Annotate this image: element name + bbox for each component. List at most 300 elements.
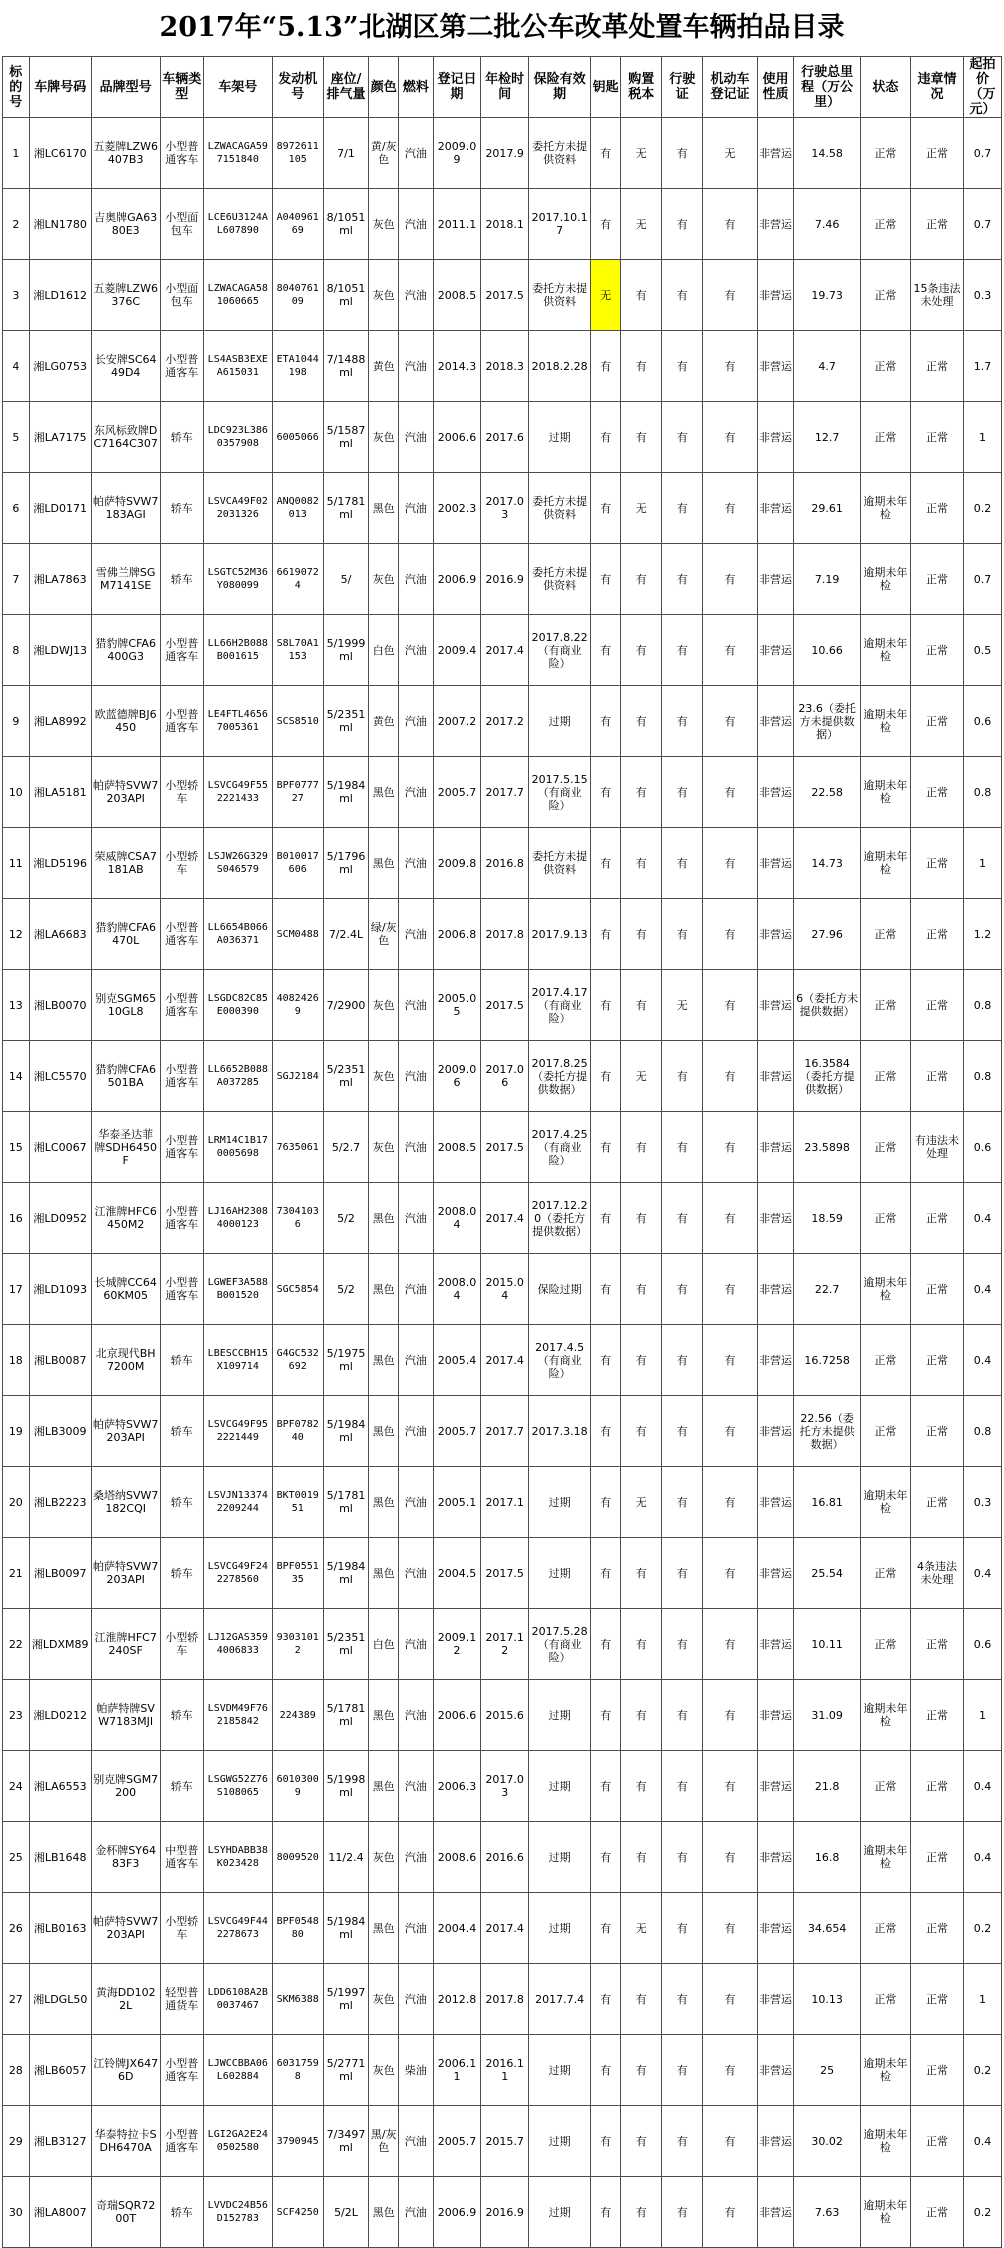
table-cell: 正常: [910, 828, 963, 899]
table-cell: 2009.09: [433, 118, 481, 189]
column-header: 车辆类型: [160, 57, 203, 118]
table-cell: 逾期未年检: [860, 1822, 910, 1893]
table-cell: 有: [662, 615, 703, 686]
table-cell: 逾期未年检: [860, 615, 910, 686]
table-cell: 有: [703, 2177, 757, 2248]
table-cell: 有: [703, 1751, 757, 1822]
table-cell: 过期: [529, 1893, 591, 1964]
table-cell: 逾期未年检: [860, 1254, 910, 1325]
table-cell: 非营运: [757, 1467, 794, 1538]
table-cell: 正常: [910, 1822, 963, 1893]
table-cell: 汽油: [399, 1396, 433, 1467]
table-cell: 5/1984ml: [323, 1893, 369, 1964]
table-cell: 有: [591, 118, 621, 189]
table-cell: 小型普通客车: [160, 2035, 203, 2106]
table-cell: 有: [621, 1680, 662, 1751]
table-row: [3, 1183, 1002, 1254]
table-cell: 29: [3, 2106, 30, 2177]
table-row: [3, 1467, 1002, 1538]
table-cell: 小型普通客车: [160, 899, 203, 970]
table-cell: 有: [591, 757, 621, 828]
table-cell: 9: [3, 686, 30, 757]
table-cell: LSJW26G329S046579: [203, 828, 272, 899]
table-cell: 7/2.4L: [323, 899, 369, 970]
table-cell: 小型普通客车: [160, 686, 203, 757]
table-cell: 非营运: [757, 1893, 794, 1964]
column-header: 购置税本: [621, 57, 662, 118]
table-cell: 有: [662, 189, 703, 260]
table-cell: 汽油: [399, 1254, 433, 1325]
table-cell: 2005.7: [433, 2106, 481, 2177]
table-cell: 有: [591, 1467, 621, 1538]
table-row: [3, 189, 1002, 260]
table-cell: 汽油: [399, 1680, 433, 1751]
table-cell: 有: [621, 615, 662, 686]
table-cell: 逾期未年检: [860, 2177, 910, 2248]
column-header: 违章情况: [910, 57, 963, 118]
table-cell: 2015.7: [481, 2106, 529, 2177]
table-cell: 0.6: [964, 686, 1002, 757]
table-row: [3, 970, 1002, 1041]
table-cell: 无: [621, 1467, 662, 1538]
table-cell: 有: [662, 686, 703, 757]
table-cell: 有: [703, 686, 757, 757]
table-cell: 有: [591, 1751, 621, 1822]
table-cell: 逾期未年检: [860, 1680, 910, 1751]
table-cell: 小型普通客车: [160, 615, 203, 686]
table-cell: 正常: [910, 1680, 963, 1751]
table-cell: 湘LD0171: [29, 473, 91, 544]
table-row: [3, 473, 1002, 544]
table-cell: 2008.04: [433, 1254, 481, 1325]
table-cell: 湘LB0163: [29, 1893, 91, 1964]
table-cell: 非营运: [757, 1609, 794, 1680]
table-cell: 有: [591, 1254, 621, 1325]
table-cell: 无: [621, 189, 662, 260]
table-cell: 黑色: [369, 1183, 399, 1254]
column-header: 标的号: [3, 57, 30, 118]
table-cell: S8L70A1153: [272, 615, 323, 686]
table-cell: 2008.6: [433, 1822, 481, 1893]
table-cell: 2008.5: [433, 1112, 481, 1183]
table-cell: 2017.9.13: [529, 899, 591, 970]
table-cell: 雪佛兰牌SGM7141SE: [91, 544, 160, 615]
table-cell: 帕萨特牌SVW7183MJI: [91, 1680, 160, 1751]
table-cell: 逾期未年检: [860, 544, 910, 615]
table-cell: LS4ASB3EXEA615031: [203, 331, 272, 402]
table-cell: 正常: [910, 1396, 963, 1467]
table-cell: 正常: [860, 970, 910, 1041]
table-cell: LSGTC52M36Y080099: [203, 544, 272, 615]
table-cell: 804076109: [272, 260, 323, 331]
table-cell: 0.6: [964, 1609, 1002, 1680]
table-cell: 江淮牌HFC7240SF: [91, 1609, 160, 1680]
table-cell: 汽油: [399, 189, 433, 260]
table-cell: LE4FTL46567005361: [203, 686, 272, 757]
table-cell: 正常: [910, 757, 963, 828]
table-cell: 湘LA6553: [29, 1751, 91, 1822]
table-cell: 非营运: [757, 828, 794, 899]
table-cell: 灰色: [369, 189, 399, 260]
table-cell: 0.7: [964, 118, 1002, 189]
table-cell: 逾期未年检: [860, 2106, 910, 2177]
table-cell: 5/1781ml: [323, 1680, 369, 1751]
table-cell: 34.654: [794, 1893, 861, 1964]
table-cell: 22.56（委托方未提供数据）: [794, 1396, 861, 1467]
table-cell: 小型面包车: [160, 260, 203, 331]
table-cell: 224389: [272, 1680, 323, 1751]
table-cell: SGJ2184: [272, 1041, 323, 1112]
table-cell: 有: [621, 544, 662, 615]
table-cell: 5/2351ml: [323, 1041, 369, 1112]
table-cell: 10.66: [794, 615, 861, 686]
table-cell: 灰色: [369, 970, 399, 1041]
table-cell: 逾期未年检: [860, 473, 910, 544]
table-cell: 0.4: [964, 1254, 1002, 1325]
table-cell: 4: [3, 331, 30, 402]
table-cell: 2009.8: [433, 828, 481, 899]
table-cell: 4条违法未处理: [910, 1538, 963, 1609]
table-cell: 有: [591, 473, 621, 544]
table-cell: 湘LA7863: [29, 544, 91, 615]
table-cell: 非营运: [757, 970, 794, 1041]
table-cell: 有: [662, 402, 703, 473]
table-cell: 25: [3, 1822, 30, 1893]
table-cell: 委托方未提供资料: [529, 473, 591, 544]
table-cell: 湘LD1093: [29, 1254, 91, 1325]
table-cell: 有: [662, 544, 703, 615]
table-cell: 13: [3, 970, 30, 1041]
table-cell: 有: [703, 1893, 757, 1964]
table-cell: 5/2771ml: [323, 2035, 369, 2106]
table-cell: 5/1984ml: [323, 757, 369, 828]
table-cell: 正常: [860, 1964, 910, 2035]
table-cell: 有: [703, 757, 757, 828]
table-cell: SGC5854: [272, 1254, 323, 1325]
table-cell: 有: [703, 1609, 757, 1680]
table-cell: 2017.4: [481, 1325, 529, 1396]
table-cell: 江铃牌JX6476D: [91, 2035, 160, 2106]
table-cell: 0.3: [964, 260, 1002, 331]
table-cell: 猎豹牌CFA6470L: [91, 899, 160, 970]
table-cell: 正常: [910, 544, 963, 615]
table-cell: 有: [662, 2035, 703, 2106]
table-cell: 2011.1: [433, 189, 481, 260]
table-cell: 25.54: [794, 1538, 861, 1609]
table-cell: 委托方未提供资料: [529, 260, 591, 331]
table-cell: 小型普通客车: [160, 1254, 203, 1325]
table-cell: 非营运: [757, 402, 794, 473]
table-cell: 60317598: [272, 2035, 323, 2106]
column-header: 座位/排气量: [323, 57, 369, 118]
table-cell: 14.73: [794, 828, 861, 899]
table-cell: 6005066: [272, 402, 323, 473]
table-cell: 委托方未提供资料: [529, 118, 591, 189]
table-cell: 黑色: [369, 1467, 399, 1538]
table-cell: 灰色: [369, 544, 399, 615]
table-cell: 黑色: [369, 1680, 399, 1751]
table-cell: 21: [3, 1538, 30, 1609]
table-cell: 湘LA6683: [29, 899, 91, 970]
table-cell: 5/1998ml: [323, 1751, 369, 1822]
table-cell: 11/2.4: [323, 1822, 369, 1893]
table-cell: 8972611105: [272, 118, 323, 189]
table-cell: 无: [591, 260, 621, 331]
table-cell: 有: [703, 1680, 757, 1751]
table-cell: 汽油: [399, 473, 433, 544]
table-cell: 2017.4: [481, 1183, 529, 1254]
table-cell: 2015.04: [481, 1254, 529, 1325]
column-header: 使用性质: [757, 57, 794, 118]
table-cell: 0.2: [964, 2177, 1002, 2248]
table-cell: 27.96: [794, 899, 861, 970]
table-row: [3, 899, 1002, 970]
table-cell: 奇瑞SQR7200T: [91, 2177, 160, 2248]
table-cell: 有: [621, 2106, 662, 2177]
table-cell: 帕萨特SVW7203API: [91, 757, 160, 828]
table-cell: 有: [591, 1325, 621, 1396]
table-cell: 16.3584（委托方提供数据）: [794, 1041, 861, 1112]
table-cell: 正常: [860, 331, 910, 402]
table-row: [3, 2177, 1002, 2248]
table-cell: 汽油: [399, 1112, 433, 1183]
table-row: [3, 118, 1002, 189]
table-row: [3, 1112, 1002, 1183]
table-cell: 16.81: [794, 1467, 861, 1538]
table-cell: 有: [621, 260, 662, 331]
table-cell: 小型轿车: [160, 757, 203, 828]
table-row: [3, 1964, 1002, 2035]
table-cell: LL66H2B088B001615: [203, 615, 272, 686]
table-cell: 金杯牌SY6483F3: [91, 1822, 160, 1893]
table-cell: 有: [621, 899, 662, 970]
table-cell: 荣威牌CSA7181AB: [91, 828, 160, 899]
table-cell: 汽油: [399, 331, 433, 402]
table-cell: 2: [3, 189, 30, 260]
table-cell: 有: [703, 615, 757, 686]
table-cell: 湘LB3127: [29, 2106, 91, 2177]
table-cell: 4.7: [794, 331, 861, 402]
table-cell: 2017.4: [481, 1893, 529, 1964]
column-header: 年检时间: [481, 57, 529, 118]
table-cell: 14: [3, 1041, 30, 1112]
table-cell: 非营运: [757, 1822, 794, 1893]
column-header: 起拍价（万元）: [964, 57, 1002, 118]
table-cell: 逾期未年检: [860, 757, 910, 828]
table-cell: 湘LC5570: [29, 1041, 91, 1112]
table-cell: 26: [3, 1893, 30, 1964]
table-cell: 有: [703, 544, 757, 615]
table-cell: 60103009: [272, 1751, 323, 1822]
table-cell: 有: [662, 1041, 703, 1112]
table-cell: 正常: [910, 1254, 963, 1325]
table-cell: 2017.2: [481, 686, 529, 757]
table-cell: 有: [621, 1964, 662, 2035]
table-cell: SCF4250: [272, 2177, 323, 2248]
table-row: [3, 1609, 1002, 1680]
table-cell: LL6652B088A037285: [203, 1041, 272, 1112]
table-cell: 非营运: [757, 615, 794, 686]
table-cell: 0.2: [964, 2035, 1002, 2106]
table-cell: 有: [703, 1112, 757, 1183]
table-cell: 有: [621, 2035, 662, 2106]
table-cell: 2017.1: [481, 1467, 529, 1538]
table-cell: 0.7: [964, 189, 1002, 260]
table-cell: 0.4: [964, 1538, 1002, 1609]
table-cell: 非营运: [757, 2035, 794, 2106]
table-cell: 7/3497ml: [323, 2106, 369, 2177]
table-cell: 2017.8.25（委托方提供数据）: [529, 1041, 591, 1112]
table-cell: 正常: [860, 260, 910, 331]
table-cell: 猎豹牌CFA6400G3: [91, 615, 160, 686]
table-cell: 有: [662, 1751, 703, 1822]
table-cell: 湘LB6057: [29, 2035, 91, 2106]
table-cell: 汽油: [399, 757, 433, 828]
table-cell: 正常: [910, 1183, 963, 1254]
table-row: [3, 1893, 1002, 1964]
table-cell: 2017.5: [481, 260, 529, 331]
table-cell: 有: [662, 899, 703, 970]
table-cell: SCM0488: [272, 899, 323, 970]
table-cell: 正常: [860, 1893, 910, 1964]
table-cell: SCS8510: [272, 686, 323, 757]
table-cell: 汽油: [399, 1893, 433, 1964]
table-cell: 小型轿车: [160, 1609, 203, 1680]
table-cell: 30: [3, 2177, 30, 2248]
table-cell: 正常: [910, 473, 963, 544]
table-cell: 有: [591, 402, 621, 473]
table-cell: 5/1781ml: [323, 1467, 369, 1538]
table-cell: 有: [703, 1041, 757, 1112]
table-cell: 正常: [910, 1964, 963, 2035]
column-header: 车架号: [203, 57, 272, 118]
table-cell: 0.2: [964, 473, 1002, 544]
table-cell: 1: [964, 1964, 1002, 2035]
table-cell: 2017.06: [481, 1041, 529, 1112]
table-cell: 0.4: [964, 1751, 1002, 1822]
column-header: 颜色: [369, 57, 399, 118]
table-cell: 2008.04: [433, 1183, 481, 1254]
table-cell: 7.46: [794, 189, 861, 260]
table-cell: BKT001951: [272, 1467, 323, 1538]
table-cell: 非营运: [757, 899, 794, 970]
column-header: 发动机号: [272, 57, 323, 118]
table-cell: 江淮牌HFC6450M2: [91, 1183, 160, 1254]
table-cell: 绿/灰色: [369, 899, 399, 970]
table-cell: 28: [3, 2035, 30, 2106]
table-cell: 无: [703, 118, 757, 189]
table-cell: 5/2: [323, 1183, 369, 1254]
table-cell: 过期: [529, 686, 591, 757]
table-cell: 白色: [369, 615, 399, 686]
table-cell: 非营运: [757, 544, 794, 615]
table-cell: 有: [703, 331, 757, 402]
table-cell: LL6654B066A036371: [203, 899, 272, 970]
table-cell: 汽油: [399, 1325, 433, 1396]
table-cell: 无: [621, 1893, 662, 1964]
table-cell: 北京现代BH7200M: [91, 1325, 160, 1396]
table-cell: 有: [662, 473, 703, 544]
table-cell: 汽油: [399, 1467, 433, 1538]
table-cell: 灰色: [369, 1964, 399, 2035]
table-cell: 非营运: [757, 757, 794, 828]
table-cell: 非营运: [757, 1183, 794, 1254]
table-row: [3, 1822, 1002, 1893]
table-cell: 20: [3, 1467, 30, 1538]
table-cell: 2017.5.15（有商业险）: [529, 757, 591, 828]
table-cell: 过期: [529, 1680, 591, 1751]
table-cell: 0.8: [964, 1396, 1002, 1467]
table-cell: 2006.6: [433, 402, 481, 473]
table-cell: 汽油: [399, 615, 433, 686]
table-row: [3, 1680, 1002, 1751]
table-cell: 轿车: [160, 1680, 203, 1751]
table-cell: 汽油: [399, 2106, 433, 2177]
table-cell: BPF078240: [272, 1396, 323, 1467]
column-header: 行驶总里程（万公里）: [794, 57, 861, 118]
table-cell: 正常: [910, 1325, 963, 1396]
table-cell: 5/: [323, 544, 369, 615]
table-cell: 桑塔纳SVW7182CQI: [91, 1467, 160, 1538]
table-cell: 有: [591, 615, 621, 686]
table-cell: 正常: [910, 2106, 963, 2177]
table-cell: 有: [591, 1112, 621, 1183]
table-cell: 黑色: [369, 1325, 399, 1396]
table-cell: 有: [662, 1467, 703, 1538]
table-cell: 2007.2: [433, 686, 481, 757]
table-cell: 有: [591, 189, 621, 260]
table-cell: 有: [703, 970, 757, 1041]
table-cell: LSVDM49F762185842: [203, 1680, 272, 1751]
table-cell: 2004.5: [433, 1538, 481, 1609]
table-cell: 有: [621, 1254, 662, 1325]
table-cell: 10.11: [794, 1609, 861, 1680]
table-cell: 2017.03: [481, 1751, 529, 1822]
table-cell: 有: [703, 473, 757, 544]
table-cell: 5/1587ml: [323, 402, 369, 473]
table-cell: 有: [621, 1325, 662, 1396]
table-cell: 有: [662, 260, 703, 331]
table-cell: 小型普通客车: [160, 1112, 203, 1183]
table-cell: 5/2L: [323, 2177, 369, 2248]
table-cell: 有: [621, 686, 662, 757]
table-cell: 保险过期: [529, 1254, 591, 1325]
table-cell: 黑色: [369, 2177, 399, 2248]
table-cell: 8: [3, 615, 30, 686]
table-cell: 有: [591, 899, 621, 970]
table-cell: 小型普通客车: [160, 1041, 203, 1112]
table-cell: 2017.5: [481, 1112, 529, 1183]
table-cell: 6: [3, 473, 30, 544]
table-cell: 汽油: [399, 1609, 433, 1680]
table-cell: 非营运: [757, 1396, 794, 1467]
table-cell: 有: [703, 1964, 757, 2035]
table-cell: 有: [591, 1822, 621, 1893]
table-cell: 2017.7.4: [529, 1964, 591, 2035]
table-cell: LGWEF3A588B001520: [203, 1254, 272, 1325]
table-cell: 汽油: [399, 118, 433, 189]
table-cell: 2015.6: [481, 1680, 529, 1751]
table-cell: 2002.3: [433, 473, 481, 544]
table-cell: 有: [703, 1538, 757, 1609]
table-cell: 正常: [860, 118, 910, 189]
table-cell: 2017.4: [481, 615, 529, 686]
table-cell: 汽油: [399, 970, 433, 1041]
table-cell: 0.7: [964, 544, 1002, 615]
table-cell: 正常: [910, 1467, 963, 1538]
table-cell: 23: [3, 1680, 30, 1751]
table-cell: 2017.8: [481, 899, 529, 970]
